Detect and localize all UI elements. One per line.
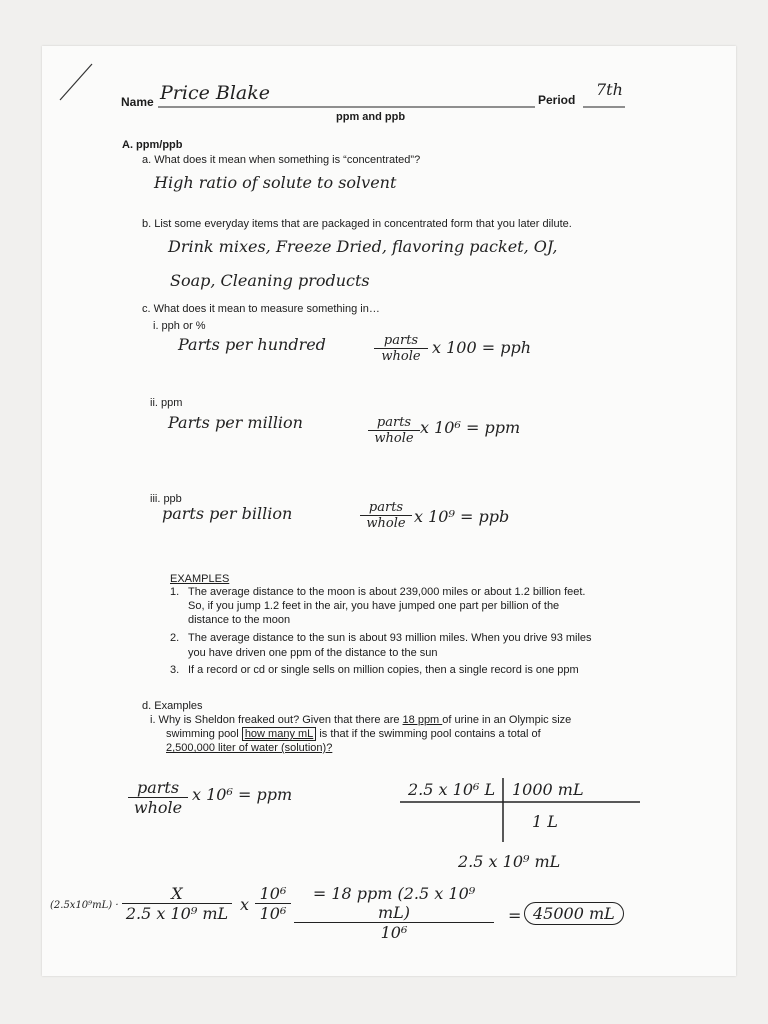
equation-ones-fraction — [255, 884, 291, 923]
c-ii-answer: Parts per million — [168, 413, 303, 432]
example-1-line3: distance to the moon — [188, 614, 291, 626]
example-3-num: 3. — [170, 664, 180, 676]
name-label: Name — [121, 95, 154, 109]
c-iii-numerator: parts — [360, 500, 412, 516]
example-2-num: 2. — [170, 632, 180, 644]
example-1-num: 1. — [170, 586, 180, 598]
c-i-denominator: whole — [381, 349, 421, 364]
conversion-top-right: 1000 mL — [512, 780, 584, 799]
equation-x-numerator: X — [122, 884, 232, 904]
c-ii-formula-rhs: x 10⁶ = ppm — [420, 418, 521, 437]
c-i-numerator: parts — [374, 333, 428, 349]
c-iii-formula-rhs: x 10⁹ = ppb — [414, 507, 510, 526]
q-d-i-text-3: swimming pool — [166, 728, 242, 740]
q-d-i-ml-boxed: how many mL — [242, 727, 316, 741]
c-i-answer: Parts per hundred — [178, 335, 326, 354]
equation-x-denominator: 2.5 x 10⁹ mL — [125, 904, 229, 923]
section-a-heading: A. ppm/ppb — [122, 139, 183, 151]
question-a: a. What does it mean when something is “concentrated”? — [142, 154, 421, 166]
c-i-label: i. pph or % — [153, 320, 206, 332]
q-d-i-text-4: is that if the swimming pool contains a total of — [316, 728, 541, 740]
equation-rhs-numerator: = 18 ppm (2.5 x 10⁹ mL) — [294, 884, 494, 923]
question-d-i-line2 — [166, 728, 541, 740]
c-iii-answer: parts per billion — [162, 504, 293, 523]
question-d-i-line1 — [150, 714, 571, 726]
question-d-i-line3: 2,500,000 liter of water (solution)? — [166, 742, 333, 754]
examples-heading: EXAMPLES — [170, 573, 230, 585]
equation-rhs-denominator: 10⁶ — [380, 923, 408, 942]
c-ii-denominator: whole — [374, 431, 414, 446]
example-1-line2: So, if you jump 1.2 feet in the air, you have jumped one part per billion of the — [188, 600, 560, 612]
q-d-i-ppm-underlined: 18 ppm — [402, 714, 443, 726]
final-answer-circled: 45000 mL — [524, 902, 624, 925]
example-3-line1: If a record or cd or single sells on million copies, then a single record is one ppm — [188, 664, 579, 676]
page-title: ppm and ppb — [336, 111, 406, 123]
c-ii-label: ii. ppm — [150, 397, 183, 409]
conversion-top-left: 2.5 x 10⁶ L — [408, 780, 496, 799]
q-d-i-text-1: i. Why is Sheldon freaked out? Given that there are — [150, 714, 403, 726]
period-label: Period — [538, 93, 576, 107]
section-d-heading: d. Examples — [142, 700, 203, 712]
equation-ones-numerator: 10⁶ — [255, 884, 291, 904]
q-d-i-text-2: of urine in an Olympic size — [442, 714, 572, 726]
c-i-fraction — [374, 333, 428, 364]
answer-a: High ratio of solute to solvent — [154, 173, 397, 192]
work-fraction — [128, 778, 188, 817]
equation-ones-denominator: 10⁶ — [259, 904, 287, 923]
answer-b-line1: Drink mixes, Freeze Dried, flavoring packet, OJ, — [168, 237, 558, 256]
work-numerator: parts — [128, 778, 188, 798]
equation-x-fraction — [122, 884, 232, 923]
example-2-line1: The average distance to the sun is about 93 million miles. When you drive 93 miles — [188, 632, 592, 644]
conversion-result: 2.5 x 10⁹ mL — [458, 852, 561, 871]
equation-times: x — [240, 895, 250, 914]
c-iii-label: iii. ppb — [150, 493, 182, 505]
c-i-formula-rhs: x 100 = pph — [432, 338, 532, 357]
period-value: 7th — [596, 80, 623, 99]
example-2-line2: you have driven one ppm of the distance to the sun — [188, 647, 438, 659]
equation-equals: = — [508, 906, 522, 925]
equation-prefix: (2.5x10⁹mL) · — [50, 900, 119, 911]
question-b: b. List some everyday items that are packaged in concentrated form that you later dilute. — [142, 218, 572, 230]
equation-rhs-fraction — [294, 884, 494, 942]
question-c: c. What does it mean to measure something in… — [142, 303, 380, 315]
c-iii-fraction — [360, 500, 412, 531]
work-denominator: whole — [133, 798, 183, 817]
student-name: Price Blake — [160, 82, 270, 104]
c-ii-fraction — [368, 415, 420, 446]
conversion-bottom-right: 1 L — [532, 812, 558, 831]
example-1-line1: The average distance to the moon is about 239,000 miles or about 1.2 billion feet. — [188, 586, 586, 598]
c-ii-numerator: parts — [368, 415, 420, 431]
work-formula-rhs: x 10⁶ = ppm — [192, 785, 293, 804]
c-iii-denominator: whole — [366, 516, 406, 531]
answer-b-line2: Soap, Cleaning products — [170, 271, 370, 290]
